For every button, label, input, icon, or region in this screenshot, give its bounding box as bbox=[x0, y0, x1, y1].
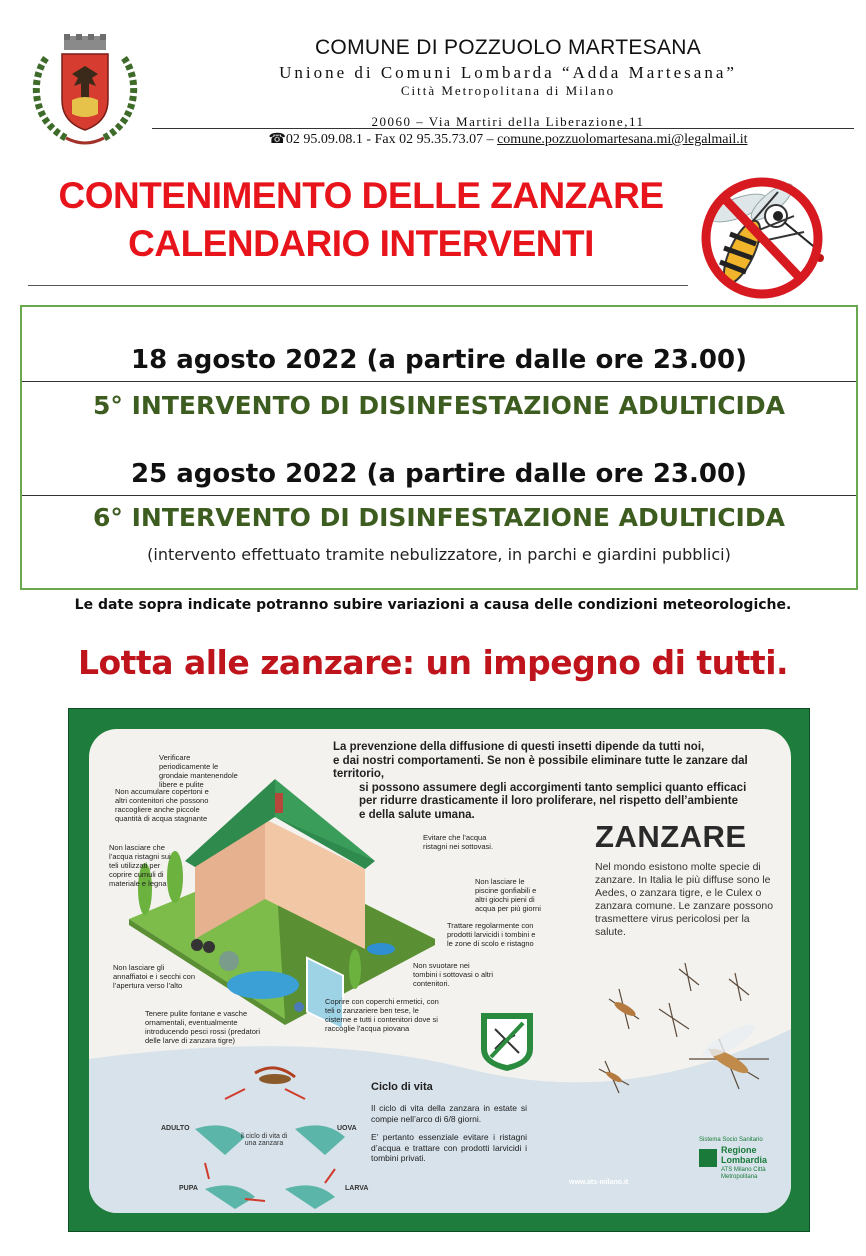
intro-line: La prevenzione della diffusione di questi insetti dipende da tutti noi, bbox=[333, 741, 705, 753]
label-tombini: Trattare regolarmente con prodotti larvicidi i tombini e le zone di scolo e ristagno bbox=[447, 921, 536, 948]
ats-poster bbox=[68, 708, 810, 1232]
intervention-date: 25 agosto 2022 (a partire dalle ore 23.00) bbox=[131, 459, 747, 489]
municipal-crest-icon bbox=[26, 30, 144, 152]
telephone-icon: ☎ bbox=[268, 132, 286, 147]
label-grondaie: Verificare periodicamente le grondaie mantenendole libere e pulite bbox=[159, 753, 238, 789]
intervention-title: 5° INTERVENTO DI DISINFESTAZIONE ADULTICIDA bbox=[93, 391, 785, 420]
date-divider bbox=[22, 381, 856, 382]
page-title bbox=[26, 172, 696, 268]
intro-line: si possono assumere degli accorgimenti tanto semplici quanto efficaci bbox=[359, 781, 747, 794]
stage-larva: LARVA bbox=[345, 1185, 369, 1192]
cycle-text-1: Il ciclo di vita della zanzara in estate si compie nell’arco di 6/8 giorni. bbox=[371, 1103, 527, 1124]
label-piscine: Non lasciare le piscine gonfiabili e altri giochi pieni di acqua per più giorni bbox=[475, 877, 541, 913]
intervention-calendar bbox=[20, 305, 858, 590]
regione-lombardia-logo bbox=[699, 1137, 789, 1181]
weather-warning: Le date sopra indicate potranno subire variazioni a causa delle condizioni meteorologiche. bbox=[74, 597, 792, 613]
address: 20060 – Via Martiri della Liberazione,11 bbox=[371, 114, 645, 129]
email-link[interactable]: comune.pozzuolomartesana.mi@legalmail.it bbox=[497, 132, 748, 147]
date-divider bbox=[22, 495, 856, 496]
intro-line: e dai nostri comportamenti. Se non è possibile eliminare tutte le zanzare dal territorio, bbox=[333, 754, 748, 780]
intervention-title: 6° INTERVENTO DI DISINFESTAZIONE ADULTICIDA bbox=[93, 503, 785, 532]
label-copertoni: Non accumulare copertoni e altri contenitori che possono raccogliere anche piccole quantità di acqua stagnante bbox=[115, 787, 209, 823]
intervention-date: 18 agosto 2022 (a partire dalle ore 23.00) bbox=[131, 345, 747, 375]
label-teli: Non lasciare che l’acqua ristagni sui teli utilizzati per coprire cumuli di materiale e legna bbox=[109, 843, 171, 888]
sistema-label: Sistema Socio Sanitario bbox=[699, 1137, 763, 1143]
label-fontane: Tenere pulite fontane e vasche ornamentali, eventualmente introducendo pesci rossi (predatori delle larve di zanzara tigre) bbox=[145, 1009, 261, 1045]
title-line-1: CONTENIMENTO DELLE ZANZARE bbox=[58, 175, 664, 216]
no-mosquito-icon bbox=[694, 172, 830, 300]
cycle-title: Ciclo di vita bbox=[371, 1081, 433, 1093]
regione-label: Regione Lombardia bbox=[721, 1145, 768, 1165]
poster-intro bbox=[333, 741, 773, 822]
stage-pupa: PUPA bbox=[179, 1185, 198, 1192]
mosquito-swarm-icon bbox=[589, 949, 779, 1109]
metropolitan-city: Città Metropolitana di Milano bbox=[400, 83, 616, 98]
phone-fax: 02 95.09.08.1 - Fax 02 95.35.73.07 – bbox=[285, 132, 498, 147]
stage-adulto: ADULTO bbox=[161, 1125, 190, 1132]
mosquito-prohibited-icon bbox=[475, 1009, 539, 1073]
stage-uova: UOVA bbox=[337, 1125, 357, 1132]
title-divider bbox=[28, 285, 688, 286]
label-coperchi: Coprire con coperchi ermetici, con teli o zanzariere ben tese, le cisterne e tutti i contenitori dove si raccoglie l’acqua piovana bbox=[325, 997, 439, 1033]
ats-url[interactable]: www.ats-milano.it bbox=[569, 1179, 629, 1186]
header-divider bbox=[152, 128, 854, 129]
contacts bbox=[150, 131, 866, 148]
poster-heading: ZANZARE bbox=[595, 819, 747, 854]
intervention-note: (intervento effettuato tramite nebulizzatore, in parchi e giardini pubblici) bbox=[147, 545, 731, 564]
intro-line: per ridurre drasticamente il loro proliferare, nel rispetto dell’ambiente bbox=[359, 795, 738, 807]
poster-panel bbox=[89, 729, 791, 1213]
cycle-text bbox=[371, 1103, 527, 1164]
municipality-name: COMUNE DI POZZUOLO MARTESANA bbox=[314, 36, 702, 59]
label-sottovasi: Evitare che l’acqua ristagni nei sottovasi. bbox=[423, 833, 494, 851]
municipality-header bbox=[150, 36, 866, 99]
label-svuotare: Non svuotare nei tombini i sottovasi o altri contenitori. bbox=[413, 961, 494, 988]
slogan: Lotta alle zanzare: un impegno di tutti. bbox=[77, 643, 789, 682]
label-annaffiatoi: Non lasciare gli annaffiatoi e i secchi con l’apertura verso l’alto bbox=[113, 963, 195, 990]
poster-description: Nel mondo esistono molte specie di zanzare. In Italia le più diffuse sono le Aedes, o zanzara tigre, e le Culex o zanzara comune. Le zanzare possono trasmettere virus pericolosi per la salute. bbox=[595, 861, 774, 938]
title-line-2: CALENDARIO INTERVENTI bbox=[128, 223, 594, 264]
lombardia-rose-icon bbox=[699, 1149, 717, 1167]
cycle-text-2: E’ pertanto essenziale evitare i ristagni d’acqua e trattare con prodotti larvicidi i tombini privati. bbox=[371, 1132, 527, 1163]
cycle-center-label: il ciclo di vita di una zanzara bbox=[240, 1133, 288, 1147]
ats-label: ATS Milano Città Metropolitana bbox=[721, 1167, 766, 1180]
union-name: Unione di Comuni Lombarda “Adda Martesana” bbox=[279, 63, 737, 82]
intro-line: e della salute umana. bbox=[359, 808, 475, 821]
